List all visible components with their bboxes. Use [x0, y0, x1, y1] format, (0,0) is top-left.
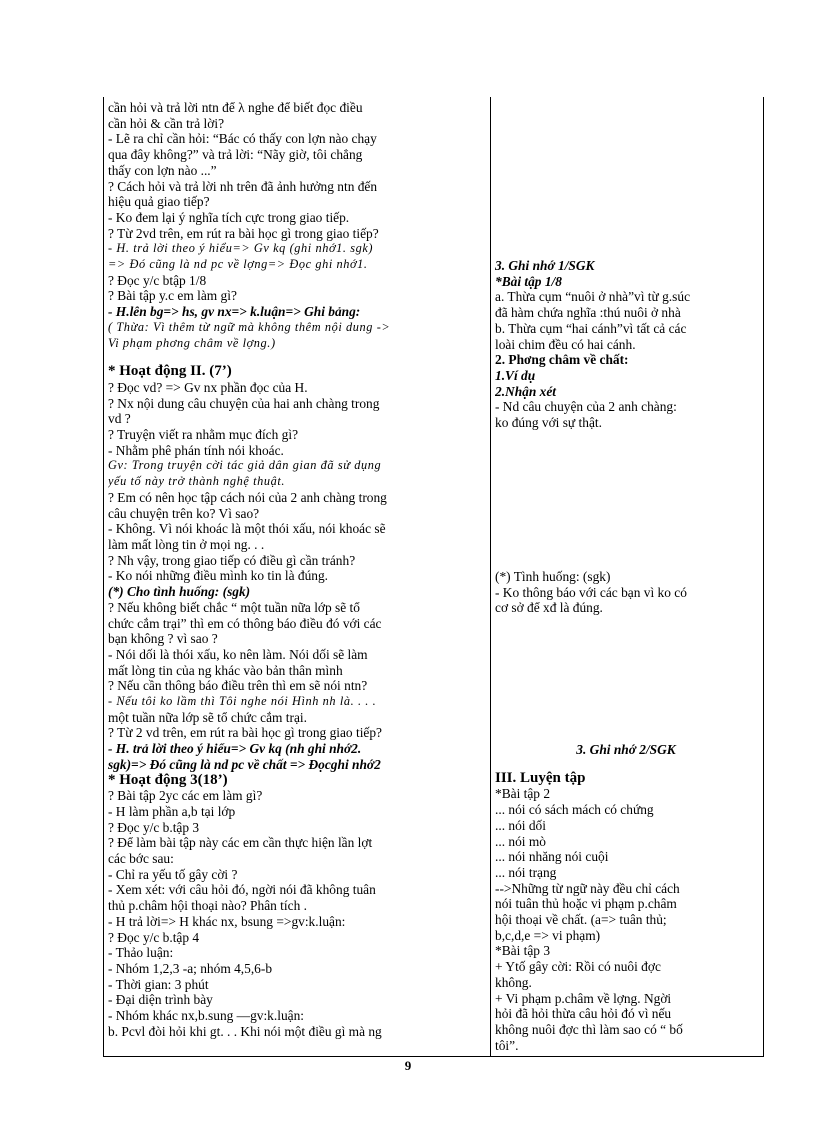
text-line: ... nói mò [495, 833, 546, 849]
text-line: qua đây không?” và trả lời: “Nãy giờ, tôi chẳng [108, 147, 363, 163]
text-line: Vi phạm phơng châm về lợng.) [108, 335, 276, 350]
text-line: - H. trả lời theo ý hiểu=> Gv kq (nh ghi nhớ2. [108, 741, 362, 757]
text-line: tôi”. [495, 1037, 519, 1053]
text-line: ? Nx nội dung câu chuyện của hai anh chàng trong [108, 395, 380, 411]
text-line: đã hàm chứa nghĩa :thú nuôi ở nhà [495, 305, 681, 321]
text-line: ? Truyện viết ra nhằm mục đích gì? [108, 427, 299, 443]
text-line: ... nói trạng [495, 864, 557, 880]
text-line: - Nhằm phê phán tính nói khoác. [108, 442, 284, 458]
text-line: ? Nh vậy, trong giao tiếp có điều gì cần tránh? [108, 552, 356, 568]
text-line: * Hoạt động 3(18’) [108, 772, 228, 788]
text-line: ? Đọc vd? => Gv nx phần đọc của H. [108, 379, 308, 395]
text-line: III. Luyện tập [495, 770, 586, 786]
text-line: - Nhóm khác nx,b.sung —gv:k.luận: [108, 1008, 305, 1024]
text-line: ? Từ 2 vd trên, em rút ra bài học gì trong giao tiếp? [108, 725, 382, 741]
text-line: *Bài tập 1/8 [495, 273, 562, 289]
text-line: -->Những từ ngữ này đều chỉ cách [495, 880, 680, 896]
text-line: 3. Ghi nhớ 2/SGK [576, 742, 676, 757]
text-line: - Nếu tôi ko lầm thì Tôi nghe nói Hình nh là. . . . [108, 694, 377, 709]
text-line: - Lẽ ra chỉ cần hỏi: “Bác có thấy con lợn nào chạy [108, 131, 377, 147]
text-line: chức cắm trại” thì em có thông báo điều đó với các [108, 615, 382, 631]
text-line: ? Bài tập y.c em làm gì? [108, 288, 237, 304]
text-line: ? Để làm bài tập này các em cần thực hiện lần lợt [108, 835, 373, 851]
text-line: ? Từ 2vd trên, em rút ra bài học gì trong giao tiếp? [108, 225, 379, 241]
text-line: bạn không ? vì sao ? [108, 631, 218, 647]
text-line: cần hỏi và trả lời ntn để λ nghe để biết đọc điều [108, 100, 363, 115]
text-line: - Thời gian: 3 phút [108, 976, 209, 992]
text-line: ( Thừa: Vì thêm từ ngữ mà không thêm nội dung -> [108, 319, 391, 334]
table-column-divider [490, 97, 491, 1057]
text-line: => Đó cũng là nd pc về lợng=> Đọc ghi nhớ1. [108, 257, 368, 272]
text-line: - Ko đem lại ý nghĩa tích cực trong giao tiếp. [108, 209, 350, 225]
text-line: ? Đọc y/c b.tập 4 [108, 929, 200, 945]
text-line: (*) Cho tình huống: (sgk) [108, 584, 251, 600]
text-line: *Bài tập 2 [495, 786, 551, 802]
text-line: - H trả lời=> H khác nx, bsung =>gv:k.luận: [108, 913, 346, 929]
text-line: sgk)=> Đó cũng là nd pc về chất => Đọcghi nhớ2 [108, 756, 381, 772]
text-line: mất lòng tin của ng khác vào bản thân mình [108, 662, 343, 678]
text-line: ... nói có sách mách có chứng [495, 802, 654, 818]
text-line: không nuôi đợc thì làm sao có “ bố [495, 1021, 683, 1037]
text-line: 1.Ví dụ [495, 367, 536, 383]
text-line: ? Nếu không biết chắc “ một tuần nữa lớp sẽ tổ [108, 599, 360, 615]
text-line: cần hỏi & cần trả lời? [108, 115, 225, 131]
text-line: ? Nếu cần thông báo điều trên thì em sẽ nói ntn? [108, 678, 368, 694]
table-border-right [763, 97, 764, 1057]
text-line: ko đúng với sự thật. [495, 415, 602, 431]
content-column-block-1 [495, 258, 757, 431]
text-line: ? Cách hỏi và trả lời nh trên đã ảnh hưởng ntn đến [108, 178, 378, 194]
text-line: ? Bài tập 2yc các em làm gì? [108, 788, 263, 804]
text-line: làm mất lòng tin ở mọi ng. . . [108, 536, 265, 552]
text-line: + Ytố gây cời: Rồi có nuôi đợc [495, 959, 661, 975]
text-line: vd ? [108, 411, 131, 427]
text-line: b. Pcvl đòi hỏi khi gt. . . Khi nói một điều gì mà ng [108, 1023, 382, 1039]
text-line: - Nói dối là thói xấu, ko nên làm. Nói dối sẽ làm [108, 646, 368, 662]
content-column-block-3 [495, 742, 757, 1053]
text-line: ... nói dối [495, 817, 546, 833]
text-line: loài chim đều có hai cánh. [495, 336, 636, 352]
text-line: 2. Phơng châm về chất: [495, 352, 629, 368]
text-line: câu chuyện trên ko? Vì sao? [108, 505, 260, 521]
text-line: - Ko nói những điều mình ko tin là đúng. [108, 568, 329, 584]
text-line: b. Thừa cụm “hai cánh”vì tất cả các [495, 320, 687, 336]
text-line: hội thoại về chất. (a=> tuân thủ; [495, 912, 667, 928]
text-line: hỏi đã hỏi thừa câu hỏi đó vì nếu [495, 1006, 672, 1022]
text-line: Gv: Trong truyện cời tác giả dân gian đã sử dụng [108, 458, 382, 473]
text-line: - Đại diện trình bày [108, 992, 213, 1008]
text-line: + Vi phạm p.châm về lợng. Ngời [495, 990, 672, 1006]
text-line: một tuần nữa lớp sẽ tổ chức cắm trại. [108, 709, 307, 725]
text-line: - H. trả lời theo ý hiểu=> Gv kq (ghi nhớ1. sgk) [108, 241, 374, 256]
text-line: *Bài tập 3 [495, 943, 551, 959]
text-line: (*) Tình huống: (sgk) [495, 569, 611, 584]
text-line: ... nói nhăng nói cuội [495, 849, 609, 865]
text-line: thấy con lợn nào ...” [108, 162, 217, 178]
table-border-bottom [103, 1056, 764, 1057]
page-number: 9 [404, 1058, 412, 1073]
text-line: yếu tố này trở thành nghệ thuật. [108, 474, 286, 489]
text-line: 3. Ghi nhớ 1/SGK [495, 258, 595, 273]
text-line: - Thảo luận: [108, 945, 174, 961]
text-line: hiệu quả giao tiếp? [108, 194, 210, 210]
text-line: - Không. Vì nói khoác là một thói xấu, nói khoác sẽ [108, 521, 386, 537]
text-line: a. Thừa cụm “nuôi ở nhà”vì từ g.súc [495, 289, 691, 305]
text-line: ? Em có nên học tập cách nói của 2 anh chàng trong [108, 489, 387, 505]
text-line: ? Đọc y/c btập 1/8 [108, 272, 207, 288]
text-line: không. [495, 974, 532, 990]
text-line: - Nd câu chuyện của 2 anh chàng: [495, 399, 677, 415]
text-line: nói tuân thủ hoặc vi phạm p.châm [495, 896, 677, 912]
table-border-left [103, 97, 104, 1057]
text-line: - H làm phần a,b tại lớp [108, 803, 236, 819]
activity-column [108, 100, 486, 1039]
text-line: ? Đọc y/c b.tập 3 [108, 819, 200, 835]
text-line: b,c,d,e => vi phạm) [495, 927, 601, 943]
text-line: các bớc sau: [108, 851, 174, 867]
text-line: * Hoạt động II. (7’) [108, 364, 232, 380]
spacer [495, 758, 757, 771]
spacer [108, 351, 486, 364]
text-line: 2.Nhận xét [495, 383, 557, 399]
text-line: cơ sở để xđ là đúng. [495, 600, 603, 616]
text-line: - Nhóm 1,2,3 -a; nhóm 4,5,6-b [108, 960, 273, 976]
text-line: - Xem xét: với câu hỏi đó, ngời nói đã không tuân [108, 882, 376, 898]
text-line: thủ p.châm hội thoại nào? Phân tích . [108, 898, 307, 914]
text-line: - H.lên bg=> hs, gv nx=> k.luận=> Ghi bảng: [108, 304, 361, 320]
content-column-block-2 [495, 569, 757, 616]
text-line: - Ko thông báo với các bạn vì ko có [495, 584, 687, 600]
text-line: - Chỉ ra yếu tố gây cời ? [108, 866, 238, 882]
